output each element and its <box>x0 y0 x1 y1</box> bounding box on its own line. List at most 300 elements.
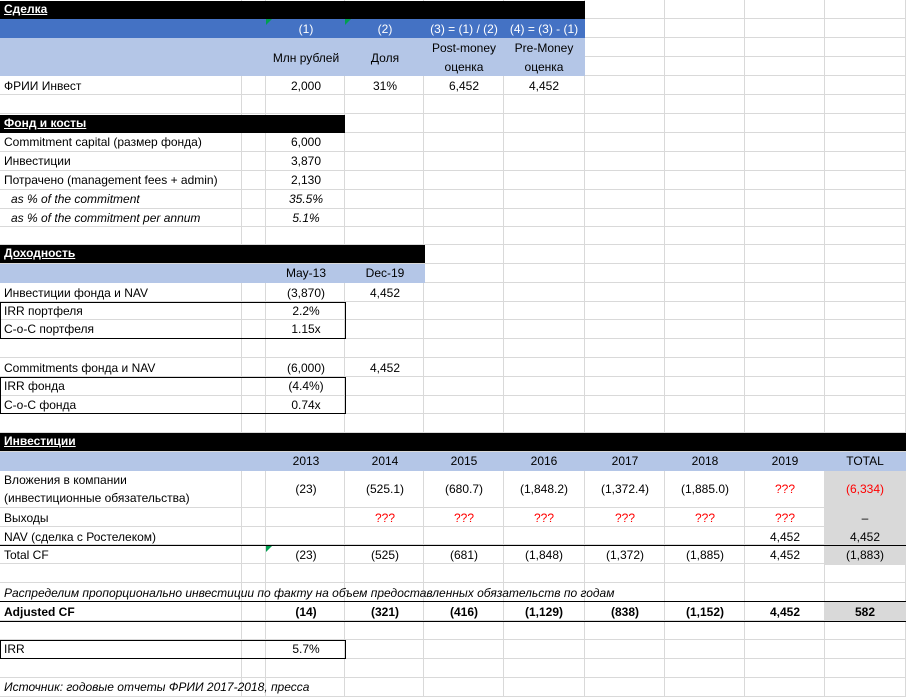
grid-cell[interactable] <box>745 358 825 377</box>
grid-cell[interactable] <box>424 114 504 133</box>
exits-cell: ??? <box>694 511 716 525</box>
grid-cell[interactable] <box>266 414 345 433</box>
grid-cell[interactable] <box>745 133 825 152</box>
total-cf-cell: (23) <box>295 548 317 562</box>
grid-cell[interactable] <box>585 95 665 114</box>
adjusted-top-border <box>0 601 906 602</box>
grid-cell[interactable] <box>665 320 745 339</box>
grid-cell[interactable] <box>825 76 906 95</box>
returns-inv-end: 4,452 <box>369 286 401 300</box>
irr-fund-label: IRR фонда <box>4 379 65 393</box>
grid-cell[interactable] <box>745 38 825 57</box>
grid-cell[interactable] <box>345 414 424 433</box>
total-cf-cell: (1,883) <box>845 548 885 562</box>
adjusted-cf-cell: (1,152) <box>685 605 725 619</box>
deal-value-postmoney: 6,452 <box>448 79 480 93</box>
coc-portfolio-label: C-o-C портфеля <box>4 322 95 336</box>
grid-cell[interactable] <box>504 414 585 433</box>
grid-cell[interactable] <box>825 358 906 377</box>
grid-cell[interactable] <box>424 133 504 152</box>
returns-date-start: May-13 <box>285 266 326 280</box>
grid-cell[interactable] <box>424 283 504 302</box>
fund-row-label: as % of the commitment <box>11 192 140 206</box>
nav-cell <box>665 528 745 546</box>
deal-head-premoney: Pre-Money <box>514 41 574 55</box>
contrib-cell: (1,372.4) <box>600 482 650 496</box>
grid-cell[interactable] <box>745 659 825 678</box>
grid-cell[interactable] <box>665 227 745 245</box>
exits-cell <box>266 509 346 527</box>
grid-cell[interactable] <box>504 114 585 133</box>
grid-cell[interactable] <box>665 264 745 283</box>
grid-cell[interactable] <box>345 339 424 358</box>
grid-cell[interactable] <box>424 171 504 190</box>
grid-cell[interactable] <box>585 0 665 19</box>
grid-cell[interactable] <box>585 377 665 396</box>
grid-cell[interactable] <box>665 358 745 377</box>
grid-cell[interactable] <box>0 95 242 114</box>
grid-cell[interactable] <box>242 545 266 564</box>
total-cf-cell: (525) <box>370 548 399 562</box>
deal-head-postmoney-2: оценка <box>444 60 484 74</box>
grid-cell[interactable] <box>825 133 906 152</box>
grid-cell[interactable] <box>665 133 745 152</box>
grid-cell[interactable] <box>665 38 745 57</box>
grid-cell[interactable] <box>825 659 906 678</box>
grid-cell[interactable] <box>585 38 665 57</box>
returns-inv-start: (3,870) <box>286 286 326 300</box>
grid-cell[interactable] <box>745 227 825 245</box>
returns-inv-label: Инвестиции фонда и NAV <box>4 286 148 300</box>
grid-cell[interactable] <box>504 377 585 396</box>
grid-cell[interactable] <box>242 527 266 545</box>
grid-cell[interactable] <box>745 414 825 433</box>
grid-cell[interactable] <box>504 302 585 320</box>
grid-cell[interactable] <box>825 377 906 396</box>
grid-cell[interactable] <box>424 152 504 171</box>
nav-cell <box>424 528 504 546</box>
grid-cell[interactable] <box>0 414 242 433</box>
grid-cell[interactable] <box>745 320 825 339</box>
deal-colnum-4: (4) = (3) - (1) <box>509 22 579 36</box>
grid-cell[interactable] <box>825 320 906 339</box>
grid-cell[interactable] <box>745 76 825 95</box>
grid-cell[interactable] <box>345 564 424 583</box>
grid-cell[interactable] <box>825 57 906 76</box>
total-cf-label: Total CF <box>4 548 49 562</box>
grid-cell[interactable] <box>242 358 266 377</box>
grid-cell[interactable] <box>504 133 585 152</box>
grid-cell[interactable] <box>825 583 906 602</box>
grid-cell[interactable] <box>825 678 906 697</box>
grid-cell[interactable] <box>242 152 266 171</box>
grid-cell[interactable] <box>424 227 504 245</box>
grid-cell[interactable] <box>345 659 424 678</box>
grid-cell[interactable] <box>345 171 424 190</box>
coc-fund-label: C-o-C фонда <box>4 398 77 412</box>
grid-cell[interactable] <box>585 414 665 433</box>
grid-cell[interactable] <box>665 396 745 414</box>
grid-cell[interactable] <box>665 377 745 396</box>
grid-cell[interactable] <box>585 227 665 245</box>
grid-cell[interactable] <box>665 95 745 114</box>
section-fund-title: Фонд и косты <box>4 116 87 130</box>
grid-cell[interactable] <box>585 678 665 697</box>
grid-cell[interactable] <box>825 38 906 57</box>
grid-cell[interactable] <box>825 264 906 283</box>
grid-cell[interactable] <box>825 152 906 171</box>
grid-cell[interactable] <box>745 283 825 302</box>
grid-cell[interactable] <box>745 302 825 320</box>
grid-cell[interactable] <box>585 640 665 659</box>
grid-cell[interactable] <box>745 209 825 227</box>
deal-head-postmoney: Post-money <box>431 41 497 55</box>
grid-cell[interactable] <box>825 171 906 190</box>
grid-cell[interactable] <box>242 171 266 190</box>
comment-marker[interactable] <box>266 19 272 25</box>
grid-cell[interactable] <box>504 95 585 114</box>
grid-cell[interactable] <box>825 114 906 133</box>
year-cell: 2017 <box>611 454 639 468</box>
year-cell: 2014 <box>371 454 399 468</box>
total-cf-cell: (1,372) <box>605 548 645 562</box>
contrib-cell: (1,848.2) <box>519 482 569 496</box>
returns-commit-start: (6,000) <box>286 361 326 375</box>
grid-cell[interactable] <box>242 414 266 433</box>
grid-cell[interactable] <box>585 209 665 227</box>
grid-cell[interactable] <box>424 209 504 227</box>
section-deal-bar <box>0 1 585 19</box>
grid-cell[interactable] <box>585 171 665 190</box>
grid-cell[interactable] <box>242 227 266 245</box>
grid-cell[interactable] <box>242 621 266 640</box>
grid-cell[interactable] <box>504 245 585 264</box>
deal-colnum-1: (1) <box>298 22 314 36</box>
exits-cell: ??? <box>374 511 396 525</box>
grid-cell[interactable] <box>266 227 345 245</box>
grid-cell[interactable] <box>745 19 825 38</box>
grid-cell[interactable] <box>242 602 266 621</box>
grid-cell[interactable] <box>0 621 242 640</box>
grid-cell[interactable] <box>242 76 266 95</box>
adjusted-cf-cell: (416) <box>449 605 478 619</box>
irr-portfolio-value: 2.2% <box>292 304 320 318</box>
grid-cell[interactable] <box>242 190 266 209</box>
fund-row-label: Инвестиции <box>4 154 71 168</box>
grid-cell[interactable] <box>825 227 906 245</box>
allocation-note: Распределим пропорционально инвестиции по факту на объем предоставленных обязательств по годам <box>4 586 615 600</box>
grid-cell[interactable] <box>665 190 745 209</box>
grid-cell[interactable] <box>585 320 665 339</box>
irr-portfolio-label: IRR портфеля <box>4 304 83 318</box>
nav-label: NAV (сделка с Ростелеком) <box>4 530 157 544</box>
deal-colnum-3: (3) = (1) / (2) <box>430 22 498 36</box>
grid-cell[interactable] <box>504 190 585 209</box>
grid-cell[interactable] <box>504 227 585 245</box>
exits-cell: ??? <box>614 511 636 525</box>
grid-cell[interactable] <box>424 320 504 339</box>
grid-cell[interactable] <box>665 57 745 76</box>
deal-row-label: ФРИИ Инвест <box>4 79 82 93</box>
grid-cell[interactable] <box>585 76 665 95</box>
grid-cell[interactable] <box>745 564 825 583</box>
grid-cell[interactable] <box>665 659 745 678</box>
grid-cell[interactable] <box>0 227 242 245</box>
grid-cell[interactable] <box>585 339 665 358</box>
grid-cell[interactable] <box>266 95 345 114</box>
fund-row-label: Commitment capital (размер фонда) <box>4 135 202 149</box>
total-cf-cell: (681) <box>449 548 478 562</box>
grid-cell[interactable] <box>825 95 906 114</box>
grid-cell[interactable] <box>266 564 345 583</box>
coc-fund-value: 0.74x <box>291 398 321 412</box>
grid-cell[interactable] <box>424 190 504 209</box>
contrib-label-1: Вложения в компании <box>4 473 127 487</box>
grid-cell[interactable] <box>585 245 665 264</box>
grid-cell[interactable] <box>825 283 906 302</box>
grid-cell[interactable] <box>825 339 906 358</box>
grid-cell[interactable] <box>504 283 585 302</box>
year-cell: 2013 <box>292 454 320 468</box>
grid-cell[interactable] <box>745 264 825 283</box>
section-returns-bar <box>0 245 425 263</box>
grid-cell[interactable] <box>665 152 745 171</box>
grid-cell[interactable] <box>345 209 424 227</box>
adjusted-cf-cell: 4,452 <box>769 605 801 619</box>
grid-cell[interactable] <box>424 678 504 697</box>
grid-cell[interactable] <box>665 621 745 640</box>
comment-marker[interactable] <box>345 19 351 25</box>
grid-cell[interactable] <box>585 621 665 640</box>
grid-cell[interactable] <box>665 640 745 659</box>
grid-cell[interactable] <box>825 640 906 659</box>
exits-cell: – <box>861 511 869 525</box>
grid-cell[interactable] <box>0 339 242 358</box>
grid-cell[interactable] <box>585 114 665 133</box>
grid-cell[interactable] <box>665 19 745 38</box>
year-cell: 2018 <box>691 454 719 468</box>
grid-cell[interactable] <box>665 302 745 320</box>
grid-cell[interactable] <box>424 564 504 583</box>
grid-cell[interactable] <box>665 564 745 583</box>
grid-cell[interactable] <box>242 339 266 358</box>
grid-cell[interactable] <box>665 114 745 133</box>
grid-cell[interactable] <box>424 358 504 377</box>
grid-cell[interactable] <box>825 209 906 227</box>
grid-cell[interactable] <box>266 339 345 358</box>
grid-cell[interactable] <box>504 264 585 283</box>
grid-cell[interactable] <box>745 95 825 114</box>
returns-commit-end: 4,452 <box>369 361 401 375</box>
grid-cell[interactable] <box>665 414 745 433</box>
fund-row-value: 35.5% <box>288 192 324 206</box>
grid-cell[interactable] <box>504 320 585 339</box>
grid-cell[interactable] <box>424 302 504 320</box>
contrib-cell: (1,885.0) <box>680 482 730 496</box>
grid-cell[interactable] <box>745 190 825 209</box>
grid-cell[interactable] <box>345 678 424 697</box>
grid-cell[interactable] <box>345 227 424 245</box>
grid-cell[interactable] <box>345 320 424 339</box>
returns-commit-label: Commitments фонда и NAV <box>4 361 156 375</box>
grid-cell[interactable] <box>0 659 242 678</box>
grid-cell[interactable] <box>504 564 585 583</box>
grid-cell[interactable] <box>504 659 585 678</box>
coc-portfolio-value: 1.15x <box>291 322 321 336</box>
section-deal-title: Сделка <box>4 2 48 16</box>
fund-row-value: 5.1% <box>292 211 320 225</box>
deal-value-share: 31% <box>372 79 398 93</box>
grid-cell[interactable] <box>242 95 266 114</box>
total-cf-cell: (1,885) <box>685 548 725 562</box>
year-cell: 2016 <box>530 454 558 468</box>
grid-cell[interactable] <box>345 396 424 414</box>
grid-cell[interactable] <box>825 414 906 433</box>
irr-label: IRR <box>4 642 25 656</box>
grid-cell[interactable] <box>665 76 745 95</box>
adjusted-bottom-border <box>0 621 906 622</box>
year-cell: TOTAL <box>846 454 884 468</box>
comment-marker[interactable] <box>266 546 272 552</box>
irr-value: 5.7% <box>292 642 320 656</box>
grid-cell[interactable] <box>345 190 424 209</box>
grid-cell[interactable] <box>745 171 825 190</box>
grid-cell[interactable] <box>745 640 825 659</box>
grid-cell[interactable] <box>585 564 665 583</box>
section-investments-bar <box>0 433 906 451</box>
grid-cell[interactable] <box>665 583 745 602</box>
grid-cell[interactable] <box>242 283 266 302</box>
grid-cell[interactable] <box>424 264 504 283</box>
section-investments-title: Инвестиции <box>4 434 76 448</box>
grid-cell[interactable] <box>424 396 504 414</box>
grid-cell[interactable] <box>745 396 825 414</box>
deal-value-premoney: 4,452 <box>528 79 560 93</box>
grid-cell[interactable] <box>585 152 665 171</box>
grid-cell[interactable] <box>504 640 585 659</box>
grid-cell[interactable] <box>585 302 665 320</box>
grid-cell[interactable] <box>585 133 665 152</box>
grid-cell[interactable] <box>825 621 906 640</box>
grid-cell[interactable] <box>424 339 504 358</box>
grid-cell[interactable] <box>504 396 585 414</box>
grid-cell[interactable] <box>825 0 906 19</box>
grid-cell[interactable] <box>504 152 585 171</box>
grid-cell[interactable] <box>665 171 745 190</box>
grid-cell[interactable] <box>665 209 745 227</box>
grid-cell[interactable] <box>424 621 504 640</box>
grid-cell[interactable] <box>585 190 665 209</box>
grid-cell[interactable] <box>242 209 266 227</box>
grid-cell[interactable] <box>242 564 266 583</box>
grid-cell[interactable] <box>504 339 585 358</box>
grid-cell[interactable] <box>345 302 424 320</box>
grid-cell[interactable] <box>242 133 266 152</box>
grid-cell[interactable] <box>504 621 585 640</box>
grid-cell[interactable] <box>745 678 825 697</box>
contrib-cell: (23) <box>295 482 317 496</box>
grid-cell[interactable] <box>345 621 424 640</box>
grid-cell[interactable] <box>585 264 665 283</box>
grid-cell[interactable] <box>266 621 345 640</box>
deal-head-share: Доля <box>370 51 400 65</box>
grid-cell[interactable] <box>424 640 504 659</box>
grid-cell[interactable] <box>585 358 665 377</box>
grid-cell[interactable] <box>424 377 504 396</box>
grid-cell[interactable] <box>242 471 266 508</box>
year-cell: 2019 <box>771 454 799 468</box>
grid-cell[interactable] <box>665 0 745 19</box>
fund-row-value: 3,870 <box>290 154 322 168</box>
deal-colnum-2: (2) <box>377 22 393 36</box>
grid-cell[interactable] <box>242 659 266 678</box>
grid-cell[interactable] <box>424 414 504 433</box>
grid-cell[interactable] <box>745 377 825 396</box>
fund-row-value: 6,000 <box>290 135 322 149</box>
grid-cell[interactable] <box>345 95 424 114</box>
grid-cell[interactable] <box>266 659 345 678</box>
grid-cell[interactable] <box>665 283 745 302</box>
contrib-cell: (525.1) <box>365 482 405 496</box>
grid-cell[interactable] <box>745 621 825 640</box>
grid-cell[interactable] <box>242 508 266 527</box>
grid-cell[interactable] <box>504 678 585 697</box>
grid-cell[interactable] <box>345 377 424 396</box>
total-cf-cell: (1,848) <box>524 548 564 562</box>
grid-cell[interactable] <box>424 245 504 264</box>
grid-cell[interactable] <box>825 190 906 209</box>
grid-cell[interactable] <box>665 245 745 264</box>
grid-cell[interactable] <box>665 678 745 697</box>
contrib-cell: ??? <box>774 482 796 496</box>
grid-cell[interactable] <box>665 339 745 358</box>
grid-cell[interactable] <box>585 19 665 38</box>
adjusted-cf-cell: (321) <box>370 605 399 619</box>
grid-cell[interactable] <box>0 564 242 583</box>
year-cell: 2015 <box>450 454 478 468</box>
grid-cell[interactable] <box>585 283 665 302</box>
grid-cell[interactable] <box>424 95 504 114</box>
grid-cell[interactable] <box>345 152 424 171</box>
grid-cell[interactable] <box>745 339 825 358</box>
grid-cell[interactable] <box>745 0 825 19</box>
grid-cell[interactable] <box>745 114 825 133</box>
grid-cell[interactable] <box>825 302 906 320</box>
grid-cell[interactable] <box>745 245 825 264</box>
returns-date-end: Dec-19 <box>365 266 405 280</box>
grid-cell[interactable] <box>745 57 825 76</box>
grid-cell[interactable] <box>504 171 585 190</box>
grid-cell[interactable] <box>345 133 424 152</box>
grid-cell[interactable] <box>585 57 665 76</box>
grid-cell[interactable] <box>825 19 906 38</box>
grid-cell[interactable] <box>504 358 585 377</box>
grid-cell[interactable] <box>345 640 424 659</box>
fund-row-label: Потрачено (management fees + admin) <box>4 173 218 187</box>
grid-cell[interactable] <box>345 114 424 133</box>
grid-cell[interactable] <box>825 245 906 264</box>
nav-cell <box>585 528 665 546</box>
grid-cell[interactable] <box>504 209 585 227</box>
grid-cell[interactable] <box>745 152 825 171</box>
grid-cell[interactable] <box>424 659 504 678</box>
grid-cell[interactable] <box>745 583 825 602</box>
nav-cell <box>266 528 346 546</box>
grid-cell[interactable] <box>585 659 665 678</box>
grid-cell[interactable] <box>825 564 906 583</box>
grid-cell[interactable] <box>585 396 665 414</box>
grid-cell[interactable] <box>825 396 906 414</box>
